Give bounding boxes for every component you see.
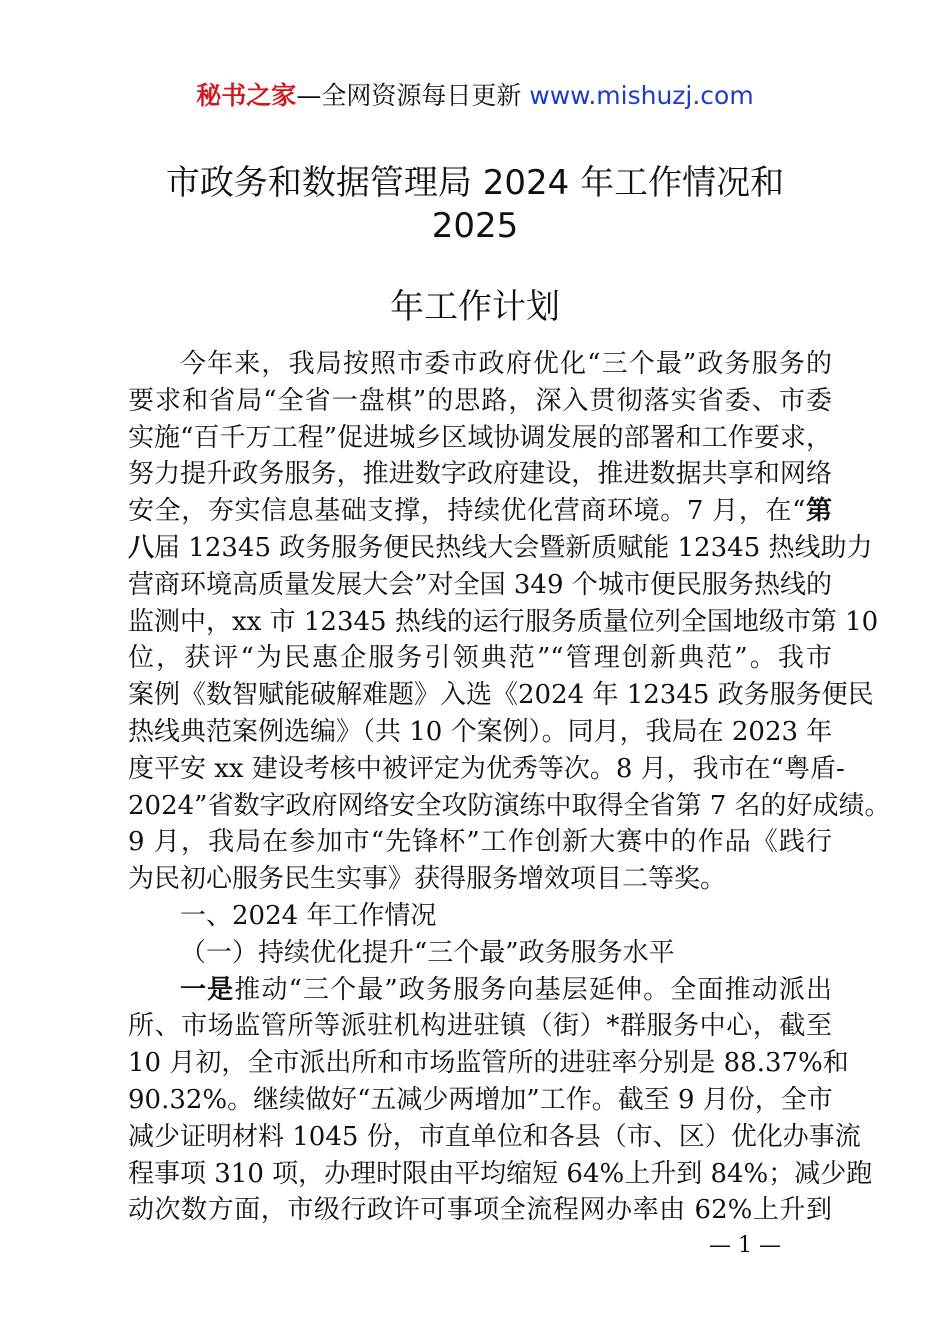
body-line: 2024”省数字政府网络安全攻防演练中取得全省第 7 名的好成绩。 xyxy=(128,790,891,821)
body-line: 度平安 xx 建设考核中被评定为优秀等次。8 月，我市在“粤盾- xyxy=(128,753,845,784)
body-line: 减少证明材料 1045 份，市直单位和各县（市、区）优化办事流 xyxy=(128,1121,861,1152)
body-line: 10 月初，全市派出所和市场监管所的进驻率分别是 88.37%和 xyxy=(128,1048,849,1079)
body-line: 90.32%。继续做好“五减少两增加”工作。截至 9 月份，全市 xyxy=(128,1084,833,1115)
body-line: 位，获评“为民惠企服务引领典范”“管理创新典范”。我市 xyxy=(128,643,832,674)
body-line: 9 月，我局在参加市“先锋杯”工作创新大赛中的作品《践行 xyxy=(128,827,832,858)
body-line: 实施“百千万工程”促进城乡区域协调发展的部署和工作要求， xyxy=(128,422,832,453)
title-line-1: 市政务和数据管理局 2024 年工作情况和 2025 xyxy=(165,163,785,246)
body-line: 营商环境高质量发展大会”对全国 349 个城市便民服务热线的 xyxy=(128,569,832,600)
body-line: 努力提升政务服务，推进数字政府建设，推进数据共享和网络 xyxy=(128,459,832,490)
document-title xyxy=(118,162,832,329)
header-slogan: —全网资源每日更新 xyxy=(296,81,522,110)
brand-name: 秘书之家 xyxy=(196,81,297,110)
body-line: 所、市场监管所等派驻机构进驻镇（街）*群服务中心，截至 xyxy=(128,1011,832,1042)
title-line-2: 年工作计划 xyxy=(390,287,560,327)
body-line: 要求和省局“全省一盘棋”的思路，深入贯彻落实省委、市委 xyxy=(128,385,832,416)
body-line: 热线典范案例选编》（共 10 个案例）。同月，我局在 2023 年 xyxy=(128,716,833,747)
body-line: 动次数方面，市级行政许可事项全流程网办率由 62%上升到 xyxy=(128,1195,832,1226)
site-url-link[interactable]: www.mishuzj.com xyxy=(529,81,754,110)
site-header xyxy=(0,78,950,114)
subsection-heading: （一）持续优化提升“三个最”政务服务水平 xyxy=(180,937,675,968)
body-line: 安全，夯实信息基础支撑，持续优化营商环境。7 月，在“第 xyxy=(128,496,832,527)
body-line: 监测中，xx 市 12345 热线的运行服务质量位列全国地级市第 10 xyxy=(128,606,879,637)
body-line: 为民初心服务民生实事》获得服务增效项目二等奖。 xyxy=(128,864,727,895)
body-line: 八届 12345 政务服务便民热线大会暨新质赋能 12345 热线助力 xyxy=(128,532,873,563)
body-line: 今年来，我局按照市委市政府优化“三个最”政务服务的 xyxy=(180,349,832,379)
body-line: 案例《数智赋能破解难题》入选《2024 年 12345 政务服务便民 xyxy=(128,680,874,711)
body-line: 程事项 310 项，办理时限由平均缩短 64%上升到 84%；减少跑 xyxy=(128,1158,873,1189)
body-line: 一是推动“三个最”政务服务向基层延伸。全面推动派出 xyxy=(180,974,832,1005)
section-heading: 一、2024 年工作情况 xyxy=(180,900,437,931)
document-body xyxy=(128,346,891,1229)
page-number: — 1 — xyxy=(709,1233,781,1258)
